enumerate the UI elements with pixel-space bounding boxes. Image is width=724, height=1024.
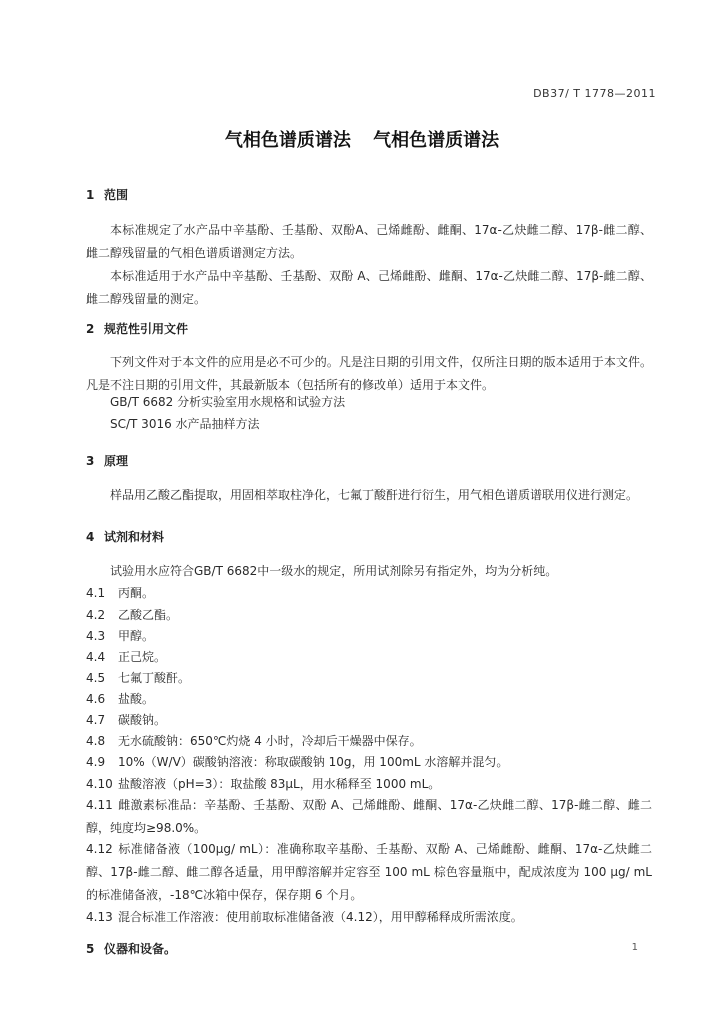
section-number: 2 bbox=[86, 322, 95, 336]
section-4-heading bbox=[86, 528, 164, 545]
section-2-heading bbox=[86, 320, 188, 337]
section-number: 3 bbox=[86, 454, 95, 468]
title-part-b: 气相色谱质谱法 bbox=[373, 130, 500, 151]
section-1-para-2: 本标准适用于水产品中辛基酚、壬基酚、双酚 A、己烯雌酚、雌酮、17α-乙炔雌二醇、17β-雌二醇、雌二醇残留量的测定。 bbox=[86, 269, 652, 306]
section-title: 范围 bbox=[104, 188, 129, 202]
list-item: 4.10 盐酸溶液（pH=3）：取盐酸 83μL，用水稀释至 1000 mL。 bbox=[86, 777, 441, 791]
section-number: 4 bbox=[86, 530, 95, 544]
reference-1: GB/T 6682 分析实验室用水规格和试验方法 bbox=[110, 395, 346, 409]
standard-code: DB37/ T 1778—2011 bbox=[533, 87, 656, 100]
list-item: 4.6 盐酸。 bbox=[86, 692, 155, 706]
list-item: 4.9 10%（W/V）碳酸钠溶液：称取碳酸钠 10g，用 100mL 水溶解并混匀。 bbox=[86, 755, 509, 769]
list-item: 4.11 雌激素标准品：辛基酚、壬基酚、双酚 A、己烯雌酚、雌酮、17α-乙炔雌二醇、17β-雌二醇、雌二醇，纯度均≥98.0%。 bbox=[86, 798, 652, 835]
section-3-para-1: 样品用乙酸乙酯提取，用固相萃取柱净化，七氟丁酸酐进行衍生，用气相色谱质谱联用仪进行测定。 bbox=[110, 488, 639, 502]
page-number: 1 bbox=[631, 942, 638, 953]
reference-2: SC/T 3016 水产品抽样方法 bbox=[110, 417, 260, 431]
section-title: 规范性引用文件 bbox=[104, 322, 189, 336]
list-item: 4.7 碳酸钠。 bbox=[86, 713, 167, 727]
section-1-heading bbox=[86, 186, 128, 203]
section-number: 1 bbox=[86, 188, 95, 202]
list-item: 4.12 标准储备液（100μg/ mL）：准确称取辛基酚、壬基酚、双酚 A、己烯雌酚、雌酮、17α-乙炔雌二醇、17β-雌二醇、雌二醇各适量，用甲醇溶解并定容至 100 mL 棕色容量瓶中，配成浓度为 100 μg/ mL 的标准储备液，-18℃冰箱中保存，保存期 6 个月。 bbox=[86, 842, 652, 902]
section-4-para-1: 试验用水应符合GB/T 6682中一级水的规定，所用试剂除另有指定外，均为分析纯。 bbox=[110, 564, 558, 578]
list-item: 4.8 无水硫酸钠：650℃灼烧 4 小时，冷却后干燥器中保存。 bbox=[86, 734, 422, 748]
section-number: 5 bbox=[86, 942, 95, 956]
section-5-heading bbox=[86, 940, 176, 957]
section-2-para-1: 下列文件对于本文件的应用是必不可少的。凡是注日期的引用文件，仅所注日期的版本适用于本文件。凡是不注日期的引用文件，其最新版本（包括所有的修改单）适用于本文件。 bbox=[86, 355, 652, 392]
list-item: 4.4 正己烷。 bbox=[86, 650, 167, 664]
list-item: 4.1 丙酮。 bbox=[86, 586, 155, 600]
list-item: 4.3 甲醇。 bbox=[86, 629, 155, 643]
list-item: 4.2 乙酸乙酯。 bbox=[86, 608, 179, 622]
section-title: 原理 bbox=[104, 454, 129, 468]
section-1-para-1: 本标准规定了水产品中辛基酚、壬基酚、双酚A、己烯雌酚、雌酮、17α-乙炔雌二醇、17β-雌二醇、雌二醇残留量的气相色谱质谱测定方法。 bbox=[86, 223, 652, 260]
section-title: 试剂和材料 bbox=[104, 530, 165, 544]
section-3-heading bbox=[86, 452, 128, 469]
document-title bbox=[0, 126, 724, 152]
list-item: 4.5 七氟丁酸酐。 bbox=[86, 671, 191, 685]
title-part-a: 气相色谱质谱法 bbox=[224, 130, 351, 151]
list-item: 4.13 混合标准工作溶液：使用前取标准储备液（4.12），用甲醇稀释成所需浓度。 bbox=[86, 910, 523, 924]
section-title: 仪器和设备。 bbox=[104, 942, 177, 956]
